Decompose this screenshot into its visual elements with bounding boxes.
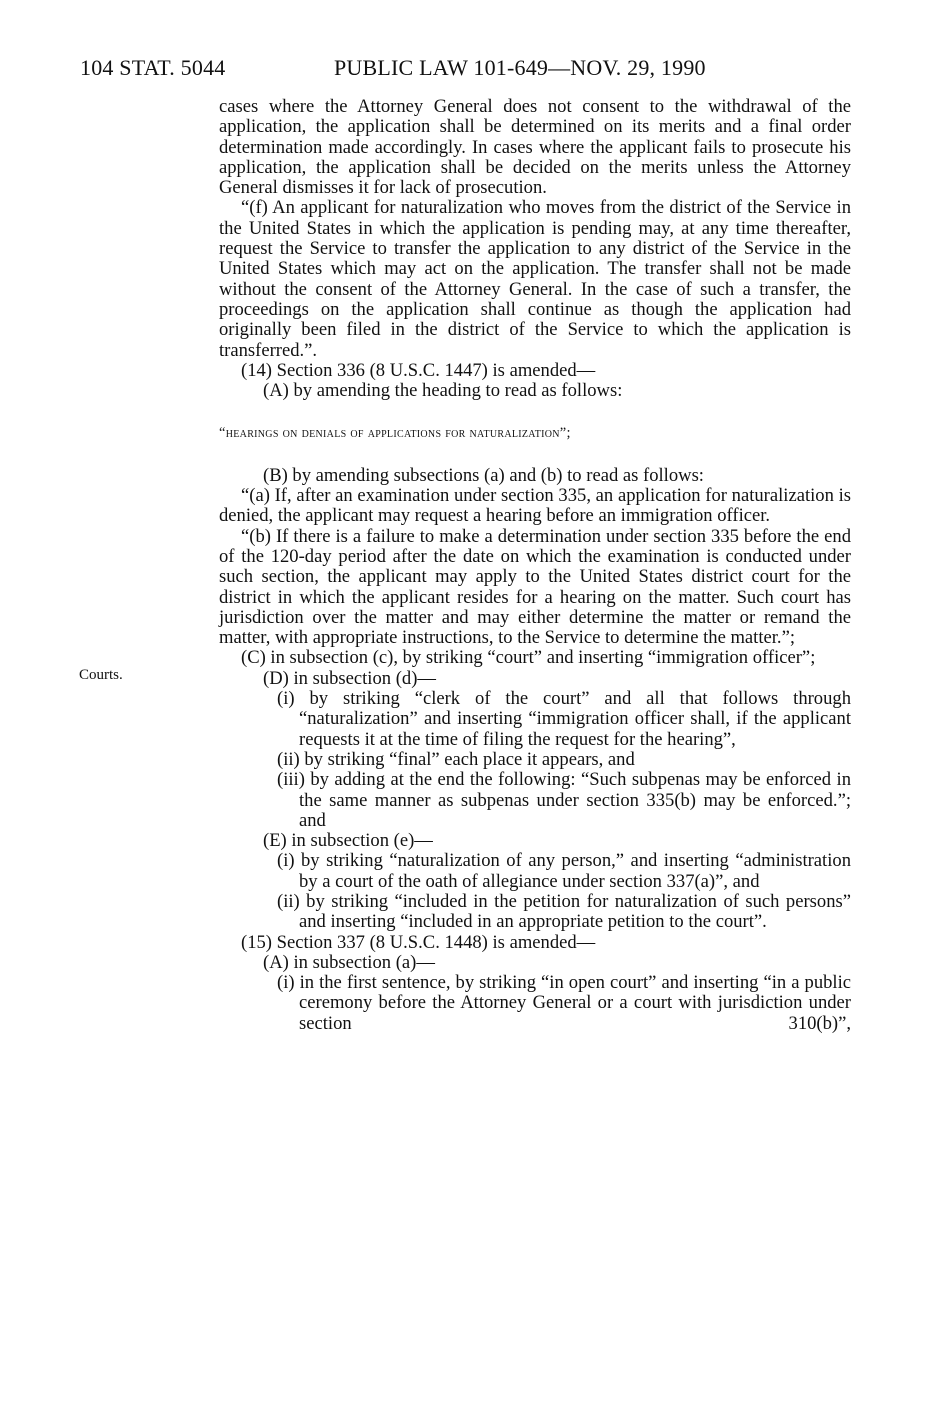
paragraph-item-14: (14) Section 336 (8 U.S.C. 1447) is amended— xyxy=(241,359,596,381)
paragraph-item-14-c: (C) in subsection (c), by striking “court” and inserting “immigration officer”; xyxy=(241,647,816,669)
paragraph-item-15-a: (A) in subsection (a)— xyxy=(263,951,435,973)
paragraph-item-15-a-i: (i) in the first sentence, by striking “in open court” and inserting “in a public ceremony before the Attorney General or a court with jurisdiction under section 310(b)”, xyxy=(277,972,851,1034)
paragraph-item-14-b: (B) by amending subsections (a) and (b) to read as follows: xyxy=(263,464,704,486)
paragraph-item-14-e: (E) in subsection (e)— xyxy=(263,830,433,852)
paragraph-item-14-e-i: (i) by striking “naturalization of any person,” and inserting “administration by a court of the oath of allegiance under section 337(a)”, and xyxy=(277,850,851,892)
paragraph-continuation: cases where the Attorney General does not consent to the withdrawal of the application, the application shall be determined on its merits and a final order determination made accordingly. In cases where the applicant fails to prosecute his application, the application shall be decided on the merits unless the Attorney General dismisses it for lack of prosecution. xyxy=(219,96,851,199)
paragraph-item-15: (15) Section 337 (8 U.S.C. 1448) is amended— xyxy=(241,931,596,953)
paragraph-item-14-a: (A) by amending the heading to read as follows: xyxy=(263,380,623,402)
paragraph-item-14-d-ii: (ii) by striking “final” each place it appears, and xyxy=(277,748,635,770)
margin-note-courts: Courts. xyxy=(79,667,123,683)
paragraph-item-14-d: (D) in subsection (d)— xyxy=(263,667,436,689)
running-head-law-title: PUBLIC LAW 101-649—NOV. 29, 1990 xyxy=(334,55,706,80)
paragraph-item-14-d-i: (i) by striking “clerk of the court” and all that follows through “naturalization” and inserting “immigration officer shall, if the applicant requests it at the time of filing the request for the hearing”, xyxy=(277,688,851,750)
text-column xyxy=(219,97,851,1034)
section-heading-quote: “hearings on denials of applications for naturalization”; xyxy=(219,425,571,442)
paragraph-item-14-d-iii: (iii) by adding at the end the following: “Such subpenas may be enforced in the same manner as subpenas under section 335(b) may be enforced.”; and xyxy=(277,769,851,831)
paragraph-subsection-a: “(a) If, after an examination under section 335, an application for naturalization is denied, the applicant may request a hearing before an immigration officer. xyxy=(219,485,851,527)
paragraph-item-14-e-ii: (ii) by striking “included in the petition for naturalization of such persons” and inserting “included in an appropriate petition to the court”. xyxy=(277,890,851,933)
page-stat-number: 104 STAT. 5044 xyxy=(80,55,226,80)
paragraph-subsection-b: “(b) If there is a failure to make a determination under section 335 before the end of the 120-day period after the date on which the examination is conducted under such section, the applicant may apply to the United States district court for the district in which the applicant resides for a hearing on the matter. Such court has jurisdiction over the matter and may either determine the matter or remand the matter, with appropriate instructions, to the Service to determine the matter.”; xyxy=(219,525,851,649)
paragraph-subsection-f: “(f) An applicant for naturalization who moves from the district of the Service in the United States in which the application is pending may, at any time thereafter, request the Service to transfer the application to any district of the Service in the United States which may act on the application. The transfer shall not be made without the consent of the Attorney General. In the case of such a transfer, the proceedings on the application shall continue as though the application had originally been filed in the district of the Service to which the application is transferred.”. xyxy=(219,197,851,361)
